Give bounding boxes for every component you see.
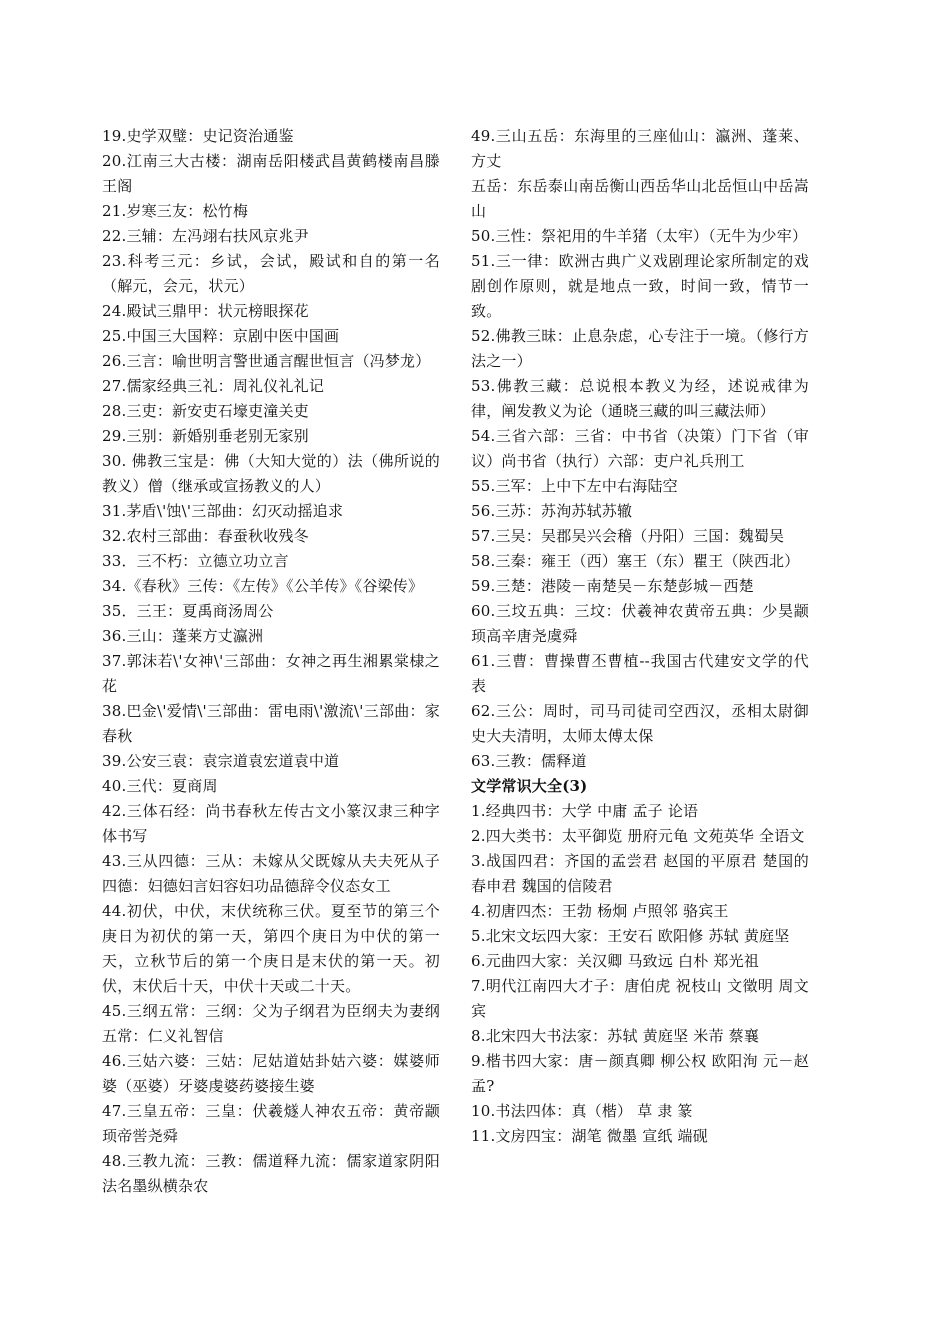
- text-line: 46.三姑六婆：三姑：尼姑道姑卦姑六婆：媒婆师婆（巫婆）牙婆虔婆药婆接生婆: [102, 1052, 440, 1095]
- text-line: 61.三曹：曹操曹丕曹植--我国古代建安文学的代表: [471, 652, 809, 695]
- text-line: 22.三辅：左冯翊右扶风京兆尹: [102, 227, 309, 245]
- text-line: 62.三公：周时，司马司徒司空西汉，丞相太尉御史大夫清明，太师太傅太保: [471, 702, 809, 745]
- list-item: 5.北宋文坛四大家：王安石 欧阳修 苏轼 黄庭坚: [471, 927, 790, 945]
- text-line: 50.三性：祭祀用的牛羊猪（太牢）（无牛为少牢）: [471, 227, 808, 245]
- list-item: 11.文房四宝：湖笔 微墨 宣纸 端砚: [471, 1127, 708, 1145]
- list-item: 2.四大类书：太平御览 册府元龟 文苑英华 全语文: [471, 827, 805, 845]
- list-item: 10.书法四体：真（楷） 草 隶 篆: [471, 1102, 693, 1120]
- text-line: 45.三纲五常：三纲：父为子纲君为臣纲夫为妻纲五常：仁义礼智信: [102, 1002, 440, 1045]
- text-line: 40.三代：夏商周: [102, 777, 218, 795]
- text-line: 52.佛教三昧：止息杂虑，心专注于一境。（修行方法之一）: [471, 327, 809, 370]
- text-line: 38.巴金\'爱情\'三部曲：雷电雨\'激流\'三部曲：家春秋: [102, 702, 440, 745]
- text-line: 60.三坟五典：三坟：伏羲神农黄帝五典：少昊颛顼高辛唐尧虞舜: [471, 602, 809, 645]
- text-line: 47.三皇五帝：三皇：伏羲燧人神农五帝：黄帝颛顼帝喾尧舜: [102, 1102, 440, 1145]
- text-line: 32.农村三部曲：春蚕秋收残冬: [102, 527, 309, 545]
- text-line: 51.三一律：欧洲古典广义戏剧理论家所制定的戏剧创作原则，就是地点一致，时间一致，情节一致。: [471, 252, 809, 320]
- list-item: 6.元曲四大家：关汉卿 马致远 白朴 郑光祖: [471, 952, 760, 970]
- text-line: 26.三言：喻世明言警世通言醒世恒言（冯梦龙）: [102, 352, 431, 370]
- text-line: 55.三军：上中下左中右海陆空: [471, 477, 678, 495]
- section-heading: 文学常识大全(3): [471, 777, 588, 795]
- text-line: 37.郭沫若\'女神\'三部曲：女神之再生湘累棠棣之花: [102, 652, 440, 695]
- text-line: 58.三秦：雍王（西）塞王（东）瞿王（陕西北）: [471, 552, 800, 570]
- text-line: 39.公安三袁：袁宗道袁宏道袁中道: [102, 752, 340, 770]
- text-line: 53.佛教三藏：总说根本教义为经，述说戒律为律，阐发教义为论（通晓三藏的叫三藏法师）: [471, 377, 809, 420]
- text-line: 49.三山五岳：东海里的三座仙山：瀛洲、蓬莱、方丈: [471, 127, 809, 170]
- text-line: 20.江南三大古楼：湖南岳阳楼武昌黄鹤楼南昌滕王阁: [102, 152, 440, 195]
- text-line: 36.三山：蓬莱方丈瀛洲: [102, 627, 264, 645]
- text-line: 25.中国三大国粹：京剧中医中国画: [102, 327, 340, 345]
- text-line: 63.三教：儒释道: [471, 752, 587, 770]
- text-line: 24.殿试三鼎甲：状元榜眼探花: [102, 302, 309, 320]
- text-line: 29.三别：新婚别垂老别无家别: [102, 427, 309, 445]
- list-item: 9.楷书四大家：唐－颜真卿 柳公权 欧阳洵 元－赵孟?: [471, 1052, 809, 1095]
- text-line: 35．三王：夏禹商汤周公: [102, 602, 274, 620]
- list-item: 1.经典四书：大学 中庸 孟子 论语: [471, 802, 699, 820]
- text-line: 30. 佛教三宝是：佛（大知大觉的）法（佛所说的教义）僧（继承或宣扬教义的人）: [102, 452, 440, 495]
- text-line: 33．三不朽：立德立功立言: [102, 552, 289, 570]
- text-line: 44.初伏，中伏，末伏统称三伏。夏至节的第三个庚日为初伏的第一天，第四个庚日为中伏的第一天，立秋节后的第一个庚日是末伏的第一天。初伏，末伏后十天，中伏十天或二十天。: [102, 902, 440, 995]
- text-line: 57.三吴：吴郡吴兴会稽（丹阳）三国：魏蜀吴: [471, 527, 785, 545]
- text-line: 48.三教九流：三教：儒道释九流：儒家道家阴阳法名墨纵横杂农: [102, 1152, 440, 1195]
- list-item: 8.北宋四大书法家：苏轼 黄庭坚 米芾 蔡襄: [471, 1027, 760, 1045]
- text-line: 19.史学双璧：史记资治通鉴: [102, 127, 294, 145]
- text-line: 五岳：东岳泰山南岳衡山西岳华山北岳恒山中岳嵩山: [471, 177, 809, 220]
- text-line: 54.三省六部：三省：中书省（决策）门下省（审议）尚书省（执行）六部：吏户礼兵刑工: [471, 427, 809, 470]
- text-line: 34.《春秋》三传：《左传》《公羊传》《谷梁传》: [102, 577, 424, 595]
- text-line: 21.岁寒三友：松竹梅: [102, 202, 249, 220]
- text-line: 31.茅盾\'蚀\'三部曲：幻灭动摇追求: [102, 502, 344, 520]
- list-item: 3.战国四君：齐国的孟尝君 赵国的平原君 楚国的春申君 魏国的信陵君: [471, 852, 809, 895]
- left-column: [102, 124, 440, 1199]
- text-line: 43.三从四德：三从：未嫁从父既嫁从夫夫死从子四德：妇德妇言妇容妇功品德辞令仪态女工: [102, 852, 440, 895]
- text-line: 42.三体石经：尚书春秋左传古文小篆汉隶三种字体书写: [102, 802, 440, 845]
- text-line: 59.三楚：港陵－南楚吴－东楚彭城－西楚: [471, 577, 754, 595]
- text-line: 23.科考三元：乡试，会试，殿试和自的第一名（解元，会元，状元）: [102, 252, 440, 295]
- text-line: 56.三苏：苏洵苏轼苏辙: [471, 502, 633, 520]
- text-line: 28.三吏：新安吏石壕吏潼关吏: [102, 402, 309, 420]
- right-column: [471, 124, 809, 1149]
- text-line: 27.儒家经典三礼：周礼仪礼礼记: [102, 377, 325, 395]
- list-item: 7.明代江南四大才子：唐伯虎 祝枝山 文徵明 周文宾: [471, 977, 809, 1020]
- list-item: 4.初唐四杰：王勃 杨炯 卢照邻 骆宾王: [471, 902, 729, 920]
